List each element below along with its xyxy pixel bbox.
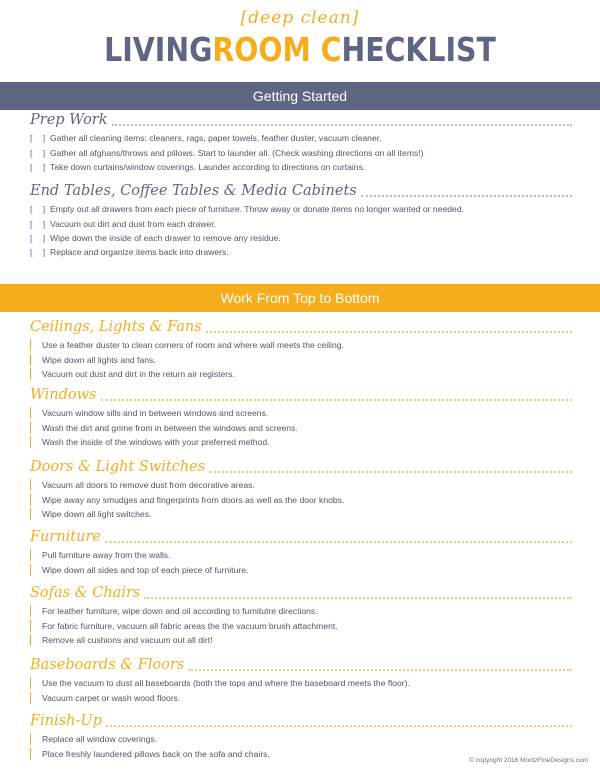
checklist-item[interactable]	[30, 338, 572, 352]
item-text: For fabric furniture, vacuum all fabric areas the the vacuum brush attachment.	[42, 620, 338, 631]
dotted-rule	[361, 195, 572, 197]
checkbox[interactable]	[30, 605, 34, 617]
dotted-rule	[144, 597, 572, 599]
section-windows	[30, 386, 572, 449]
item-text: Wipe down the inside of each drawer to remove any residue.	[50, 232, 281, 243]
item-text: Remove all cushions and vacuum out all dirt!	[42, 634, 213, 645]
checklist-item[interactable]	[30, 406, 572, 420]
dotted-rule	[101, 399, 573, 401]
checkbox[interactable]: [ ]	[30, 133, 50, 144]
section-finish-up	[30, 712, 572, 761]
item-text: Vacuum all doors to remove dust from decorative areas.	[42, 480, 255, 491]
item-text: Wipe down all lights and fans.	[42, 354, 156, 365]
checkbox[interactable]	[30, 436, 34, 448]
checkbox[interactable]: [ ]	[30, 218, 50, 229]
section-prep-work	[30, 111, 572, 174]
item-text: Replace all window coverings.	[42, 734, 158, 745]
item-text: Place freshly laundered pillows back on the sofa and chairs.	[42, 748, 270, 759]
checkbox[interactable]	[30, 620, 34, 632]
checkbox[interactable]	[30, 733, 34, 745]
checkbox[interactable]	[30, 368, 34, 380]
checkbox[interactable]: [ ]	[30, 204, 50, 215]
checklist-item[interactable]	[30, 604, 572, 618]
getting-started-bar: Getting Started	[0, 82, 600, 110]
title-part-c: C	[320, 30, 342, 69]
checklist-item[interactable]	[30, 202, 572, 216]
page-subtitle: [deep clean]	[240, 8, 360, 28]
item-text: Take down curtains/window coverings. Launder according to directions on curtains.	[50, 161, 366, 172]
checkbox[interactable]	[30, 692, 34, 704]
title-part-living: LIVING	[104, 30, 213, 69]
section-title: Doors & Light Switches	[30, 459, 206, 475]
section-title: Prep Work	[30, 112, 108, 128]
checkbox[interactable]: [ ]	[30, 232, 50, 243]
item-text: Wash the dirt and grime from in between the windows and screens.	[42, 422, 298, 433]
item-text: Vacuum out dirt and dust from each drawer.	[50, 218, 217, 229]
section-sofas-chairs	[30, 584, 572, 647]
dotted-rule	[206, 331, 572, 333]
item-text: Vacuum window sills and in between windows and screens.	[42, 408, 269, 419]
item-text: Use a feather duster to clean corners of room and where wall meets the ceiling.	[42, 340, 344, 351]
section-title: Ceilings, Lights & Fans	[30, 319, 202, 335]
checklist-item[interactable]	[30, 492, 572, 506]
checkbox[interactable]	[30, 407, 34, 419]
checkbox[interactable]	[30, 508, 34, 520]
section-title: Furniture	[30, 529, 101, 545]
section-title: End Tables, Coffee Tables & Media Cabinets	[30, 183, 357, 199]
title-part-hecklist: HECKLIST	[341, 30, 496, 69]
dotted-rule	[188, 669, 572, 671]
checklist-item[interactable]	[30, 507, 572, 521]
dotted-rule	[209, 471, 572, 473]
checkbox[interactable]	[30, 748, 34, 760]
checklist-item[interactable]	[30, 435, 572, 449]
checkbox[interactable]	[30, 494, 34, 506]
item-text: Vacuum out dust and dirt in the return air registers.	[42, 368, 235, 379]
checklist-item[interactable]	[30, 420, 572, 434]
copyright-footer: © copyright 2016 MoritzFineDesigns.com	[469, 757, 588, 764]
checklist-item[interactable]	[30, 562, 572, 576]
checklist-item[interactable]	[30, 160, 572, 174]
item-text: For leather furniture, wipe down and oil according to furnitutre directions.	[42, 606, 318, 617]
checklist-item[interactable]	[30, 548, 572, 562]
checklist-item[interactable]	[30, 618, 572, 632]
checklist-item[interactable]	[30, 690, 572, 704]
checklist-item[interactable]	[30, 732, 572, 746]
checkbox[interactable]	[30, 549, 34, 561]
section-end-tables	[30, 182, 572, 260]
checkbox[interactable]	[30, 634, 34, 646]
item-text: Pull furniture away from the walls.	[42, 550, 171, 561]
section-title: Baseboards & Floors	[30, 657, 185, 673]
checkbox[interactable]	[30, 339, 34, 351]
item-text: Gather all cleaning items: cleaners, rags, paper towels, feather duster, vacuum cleaner.	[50, 133, 382, 144]
section-title: Sofas & Chairs	[30, 585, 141, 601]
checklist-item[interactable]	[30, 231, 572, 245]
dotted-rule	[105, 541, 572, 543]
checklist-item[interactable]	[30, 478, 572, 492]
checkbox[interactable]: [ ]	[30, 247, 50, 258]
item-text: Wipe down all sides and top of each piece of furniture.	[42, 564, 249, 575]
checklist-item[interactable]	[30, 216, 572, 230]
checkbox[interactable]: [ ]	[30, 147, 50, 158]
item-text: Wipe down all light switches.	[42, 508, 152, 519]
item-text: Wash the inside of the windows with your preferred method.	[42, 436, 270, 447]
top-to-bottom-bar: Work From Top to Bottom	[0, 284, 600, 312]
checkbox[interactable]	[30, 354, 34, 366]
checkbox[interactable]	[30, 422, 34, 434]
checklist-item[interactable]	[30, 131, 572, 145]
checkbox[interactable]	[30, 479, 34, 491]
title-part-room: ROOM	[212, 30, 321, 69]
checklist-item[interactable]	[30, 352, 572, 366]
checkbox[interactable]	[30, 564, 34, 576]
page-header	[0, 8, 600, 70]
checkbox[interactable]: [ ]	[30, 161, 50, 172]
item-text: Empty out all drawers from each piece of furniture. Throw away or donate items no longer wanted or needed.	[50, 204, 464, 215]
section-furniture	[30, 528, 572, 577]
section-title: Windows	[30, 387, 97, 403]
section-baseboards-floors	[30, 656, 572, 705]
checklist-item[interactable]	[30, 633, 572, 647]
section-ceilings	[30, 318, 572, 381]
checklist-item[interactable]	[30, 676, 572, 690]
checklist-item[interactable]	[30, 245, 572, 259]
item-text: Gather all afghans/throws and pillows. Start to launder all. (Check washing directions on all items!)	[50, 147, 424, 158]
item-text: Vacuum carpet or wash wood floors.	[42, 692, 181, 703]
item-text: Wipe away any smudges and fingerprints from doors as well as the door knobs.	[42, 494, 345, 505]
item-text: Replace and organize items back into drawers.	[50, 247, 229, 258]
dotted-rule	[106, 725, 572, 727]
checkbox[interactable]	[30, 677, 34, 689]
section-doors	[30, 458, 572, 521]
item-text: Use the vacuum to dust all baseboards (both the tops and where the baseboard meets the floor).	[42, 678, 410, 689]
checklist-item[interactable]	[30, 367, 572, 381]
checklist-item[interactable]	[30, 145, 572, 159]
dotted-rule	[112, 124, 572, 126]
section-title: Finish-Up	[30, 713, 102, 729]
page-title	[42, 30, 558, 70]
